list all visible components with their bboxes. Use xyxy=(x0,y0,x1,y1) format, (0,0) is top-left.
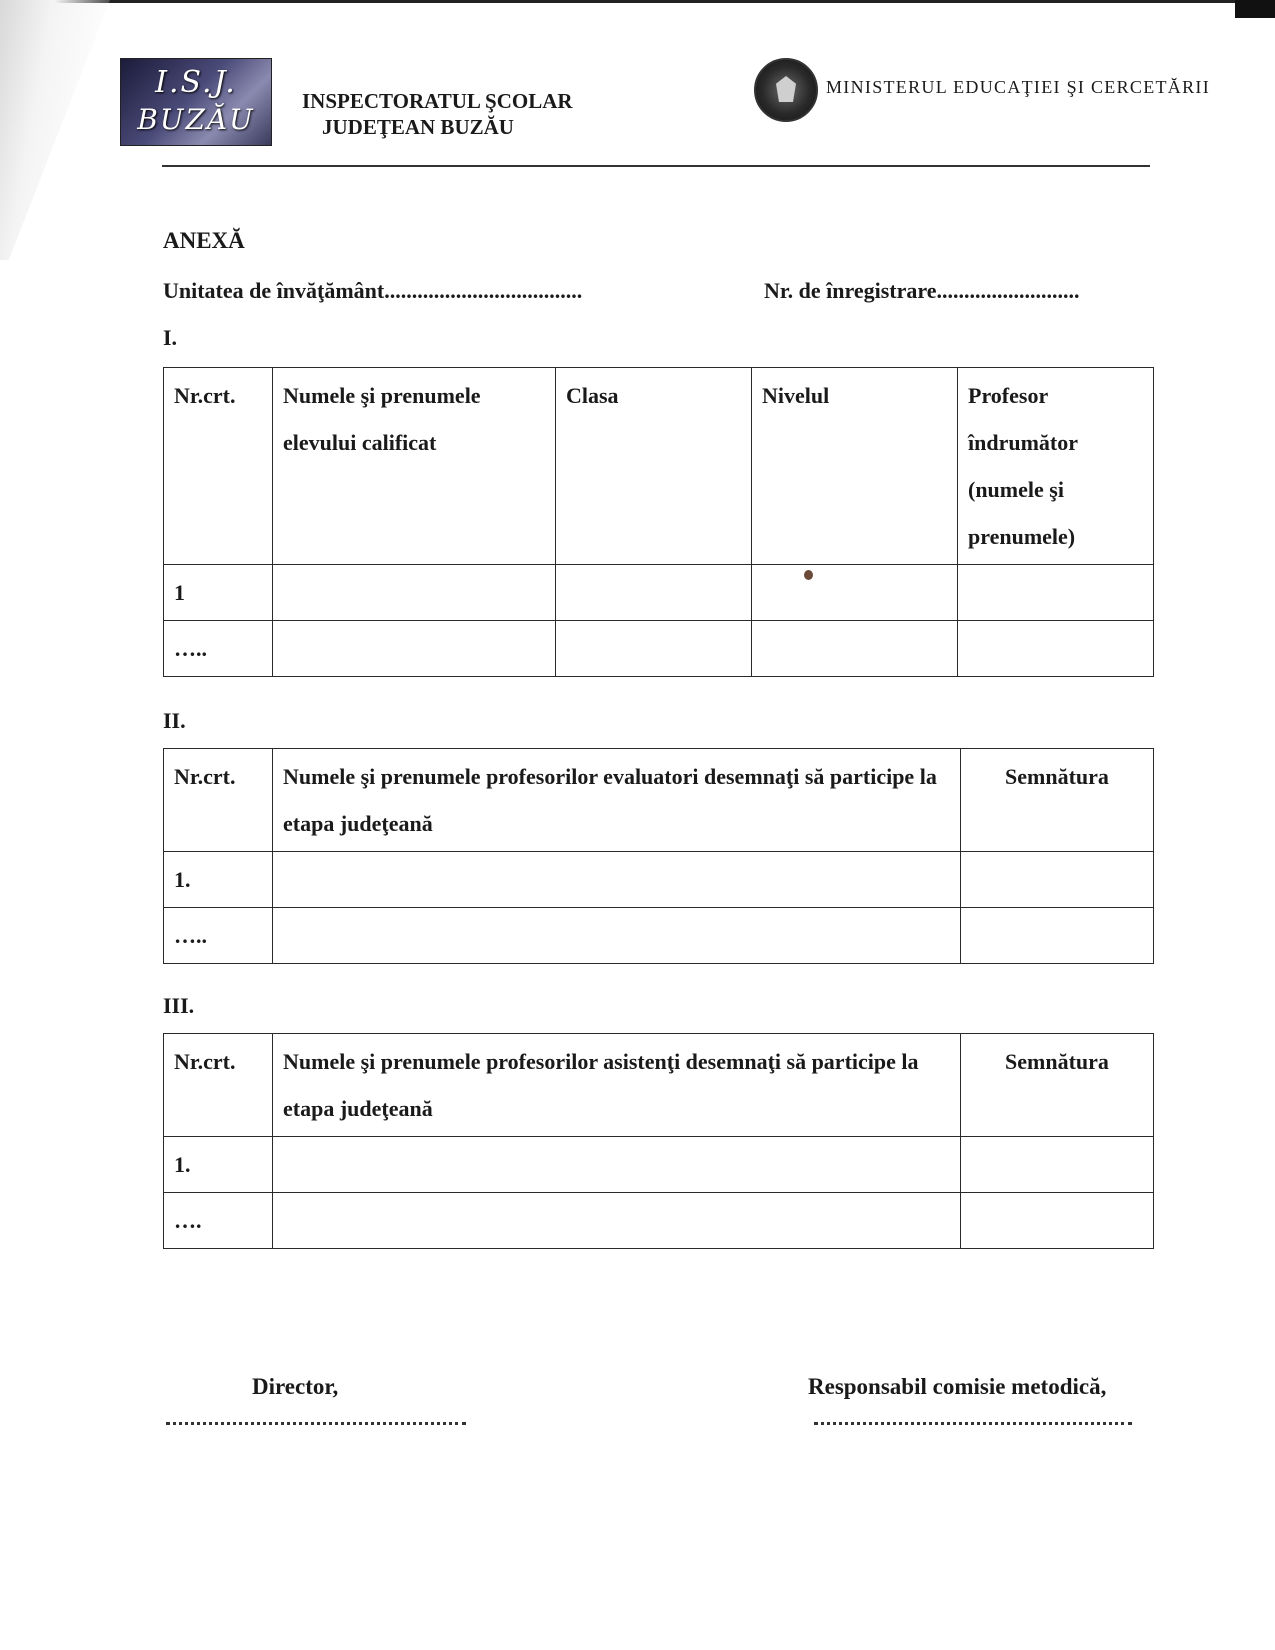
header-assistant-name: Numele şi prenumele profesorilor asistenţi desemnaţi să participe la etapa judeţeană xyxy=(273,1034,961,1137)
isj-logo xyxy=(120,58,272,146)
table-row xyxy=(164,852,1154,908)
table-row xyxy=(164,1193,1154,1249)
cell-level[interactable] xyxy=(752,621,958,677)
logo-line-1: I.S.J. xyxy=(155,65,237,100)
director-signature-line[interactable] xyxy=(166,1422,466,1425)
header-nr-crt: Nr.crt. xyxy=(164,368,273,565)
table-header-row xyxy=(164,1034,1154,1137)
cell-nr: ….. xyxy=(164,908,273,964)
header-nr-crt: Nr.crt. xyxy=(164,1034,273,1137)
government-seal-icon xyxy=(754,58,818,122)
cell-signature[interactable] xyxy=(961,1137,1154,1193)
table-row xyxy=(164,908,1154,964)
header-signature: Semnătura xyxy=(961,1034,1154,1137)
registration-number-field: Nr. de înregistrare.......................... xyxy=(764,278,1080,303)
section-1-label: I. xyxy=(163,325,178,350)
responsible-signature-label: Responsabil comisie metodică, xyxy=(808,1374,1107,1399)
cell-assistant-name[interactable] xyxy=(273,1193,961,1249)
cell-student-name[interactable] xyxy=(273,565,556,621)
cell-nr: 1. xyxy=(164,1137,273,1193)
cell-teacher[interactable] xyxy=(958,565,1154,621)
table-row xyxy=(164,621,1154,677)
inspectorate-line-1: INSPECTORATUL ŞCOLAR xyxy=(302,89,573,113)
cell-signature[interactable] xyxy=(961,908,1154,964)
evaluator-teachers-table xyxy=(163,748,1154,964)
cell-class[interactable] xyxy=(556,621,752,677)
page-title: ANEXĂ xyxy=(163,228,245,253)
cell-assistant-name[interactable] xyxy=(273,1137,961,1193)
table-header-row xyxy=(164,368,1154,565)
table-row xyxy=(164,565,1154,621)
scan-edge xyxy=(0,0,1275,3)
inspectorate-line-2: JUDEŢEAN BUZĂU xyxy=(322,115,514,139)
cell-student-name[interactable] xyxy=(273,621,556,677)
cell-evaluator-name[interactable] xyxy=(273,852,961,908)
cell-level[interactable] xyxy=(752,565,958,621)
cell-signature[interactable] xyxy=(961,1193,1154,1249)
cell-nr: ….. xyxy=(164,621,273,677)
section-2-label: II. xyxy=(163,708,186,733)
assistant-teachers-table xyxy=(163,1033,1154,1249)
header-evaluator-name: Numele şi prenumele profesorilor evaluatori desemnaţi să participe la etapa judeţeană xyxy=(273,749,961,852)
cell-class[interactable] xyxy=(556,565,752,621)
responsible-signature-line[interactable] xyxy=(814,1422,1132,1425)
header-nr-crt: Nr.crt. xyxy=(164,749,273,852)
header-class: Clasa xyxy=(556,368,752,565)
cell-nr: …. xyxy=(164,1193,273,1249)
director-signature-label: Director, xyxy=(252,1374,339,1399)
header-level: Nivelul xyxy=(752,368,958,565)
header-divider xyxy=(162,165,1150,167)
cell-nr: 1. xyxy=(164,852,273,908)
table-row xyxy=(164,1137,1154,1193)
cell-nr: 1 xyxy=(164,565,273,621)
cell-teacher[interactable] xyxy=(958,621,1154,677)
inspectorate-title xyxy=(302,88,573,140)
section-3-label: III. xyxy=(163,993,195,1018)
cell-signature[interactable] xyxy=(961,852,1154,908)
cell-evaluator-name[interactable] xyxy=(273,908,961,964)
table-header-row xyxy=(164,749,1154,852)
qualified-students-table xyxy=(163,367,1154,677)
header-signature: Semnătura xyxy=(961,749,1154,852)
ministry-title: MINISTERUL EDUCAŢIEI ŞI CERCETĂRII xyxy=(826,77,1211,97)
header-student-name: Numele şi prenumele elevului calificat xyxy=(273,368,556,565)
scan-speck xyxy=(804,570,813,580)
scan-shadow xyxy=(0,0,110,260)
header-teacher: Profesor îndrumător (numele şi prenumele) xyxy=(958,368,1154,565)
logo-line-2: BUZĂU xyxy=(137,103,255,136)
scan-edge-corner xyxy=(1235,0,1275,18)
school-unit-field: Unitatea de învăţământ.................................... xyxy=(163,278,583,303)
